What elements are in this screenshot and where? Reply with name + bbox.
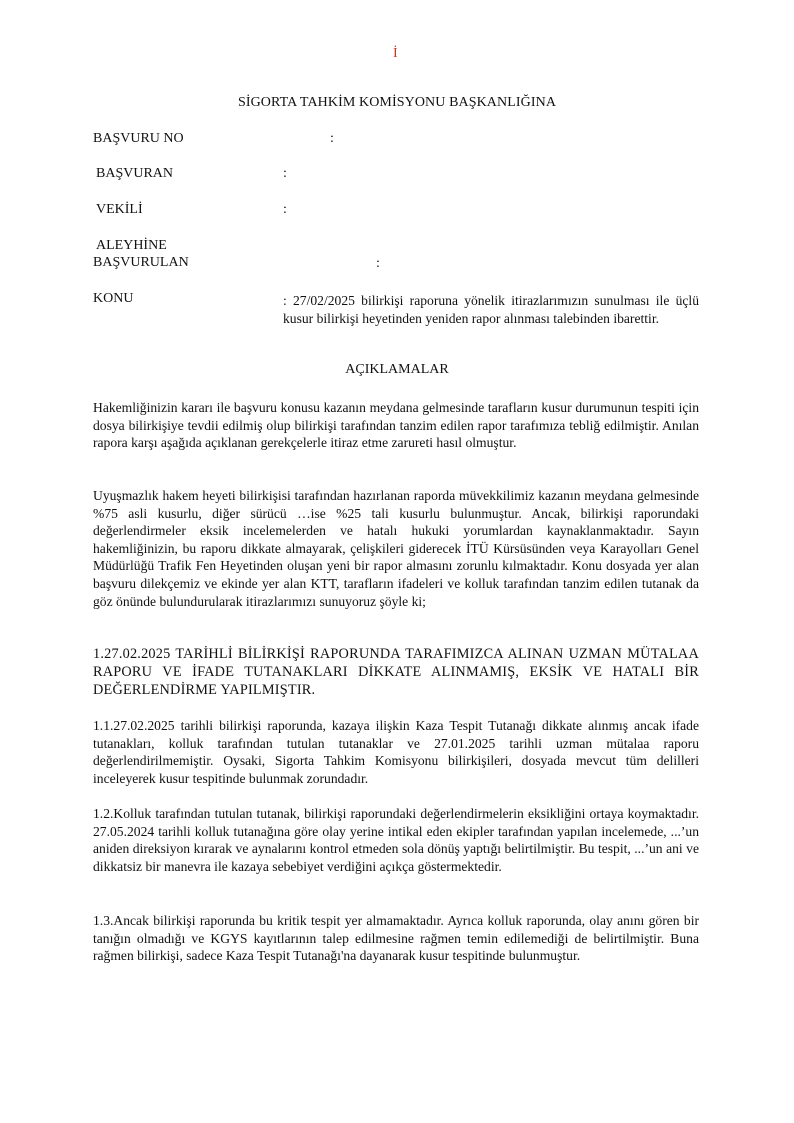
paragraph-objection: Uyuşmazlık hakem heyeti bilirkişisi tarafından hazırlanan raporda müvekkilimiz kazanın meydana gelmesinde %75 asli kusurlu, diğer sürücü …ise %25 tali kusurlu bulunmuştur. Ancak, bilirkişi raporundaki değerlendirmeler eksik incelemelerden ve hatalı hukuki yorumlardan kaynaklanmaktadır. Sayın hakemliğinizin, bu raporu dikkate almayarak, çelişkileri giderecek İTÜ Kürsüsünden veya Karayolları Genel Müdürlüğü Trafik Fen Heyetinden oluşan yeni bir rapor almasını zorunlu kılmaktadır. Konu dosyada yer alan başvuru dilekçemiz ve ekinde yer alan KTT, tarafların ifadeleri ve kolluk tarafından tanzim edilen tutanak da göz önünde bulundurularak itirazlarımızı sunuyoruz şöyle ki; (93, 488, 699, 609)
vekili-label: VEKİLİ (96, 202, 143, 217)
paragraph-1-3: 1.3.Ancak bilirkişi raporunda bu kritik tespit yer almamaktadır. Ayrıca kolluk raporunda, olay anını gören bir tanığın olmadığı ve KGYS kayıtlarının talep edilmesine rağmen temin edilemediği de belirtilmiştir. Buna rağmen bilirkişi, sadece Kaza Tespit Tutanağı'na dayanarak kusur tespitinde bulunmuştur. (93, 913, 699, 964)
basvuru-no-colon: : (330, 131, 334, 146)
paragraph-intro: Hakemliğinizin kararı ile başvuru konusu kazanın meydana gelmesinde tarafların kusur durumunun tespiti için dosya bilirkişiye tevdii edilmiş olup bilirkişi tarafından tanzim edilen rapor tarafımıza tebliğ edilmiştir. Anılan rapora karşı aşağıda açıklanan gerekçelerle itiraz etme zarureti hasıl olmuştur. (93, 400, 699, 451)
vekili-colon: : (283, 202, 287, 217)
aleyhine-colon: : (376, 256, 380, 271)
section-title: AÇIKLAMALAR (345, 362, 449, 377)
paragraph-1-1: 1.1.27.02.2025 tarihli bilirkişi raporunda, kazaya ilişkin Kaza Tespit Tutanağı dikkate alınmış ancak ifade tutanakları, kolluk tarafından tutulan tutanaklar ve 27.01.2025 tarihli uzman mütalaa raporu değerlendirilmemiştir. Oysaki, Sigorta Tahkim Komisyonu bilirkişileri, dosyada mevcut tüm delilleri inceleyerek kusur tespitinde bulunmak zorundadır. (93, 718, 699, 786)
konu-value: : 27/02/2025 bilirkişi raporuna yönelik itirazlarımızın sunulması ile üçlü kusur bilirkişi heyetinden yeniden rapor alınması talebinden ibarettir. (283, 293, 699, 326)
paragraph-1-2: 1.2.Kolluk tarafından tutulan tutanak, bilirkişi raporundaki değerlendirmelerin eksikliğini ortaya koymaktadır. 27.05.2024 tarihli kolluk tutanağına göre olay yerine intikal eden ekipler tarafından yapılan incelemede, ...’un aniden direksiyon kırarak ve aynalarını kontrol etmeden sola dönüş yaptığı belirtilmiştir. Bu tespit, ...’un ani ve dikkatsiz bir manevra ile kazaya sebebiyet verdiğini açıkça göstermektedir. (93, 806, 699, 874)
basvuru-no-label: BAŞVURU NO (93, 131, 184, 146)
basvuran-colon: : (283, 166, 287, 181)
aleyhine-label: ALEYHİNE (96, 238, 167, 253)
basvurulan-label: BAŞVURULAN (93, 255, 189, 270)
konu-label: KONU (93, 291, 134, 306)
basvuran-label: BAŞVURAN (96, 166, 174, 181)
heading-section-1: 1.27.02.2025 TARİHLİ BİLİRKİŞİ RAPORUNDA TARAFIMIZCA ALINAN UZMAN MÜTALAA RAPORU VE İFADE TUTANAKLARI DİKKATE ALINMAMIŞ, EKSİK VE HATALI BİR DEĞERLENDİRME YAPILMIŞTIR. (93, 646, 699, 698)
document-title: SİGORTA TAHKİM KOMİSYONU BAŞKANLIĞINA (237, 95, 557, 110)
page-mark: İ (393, 46, 398, 61)
